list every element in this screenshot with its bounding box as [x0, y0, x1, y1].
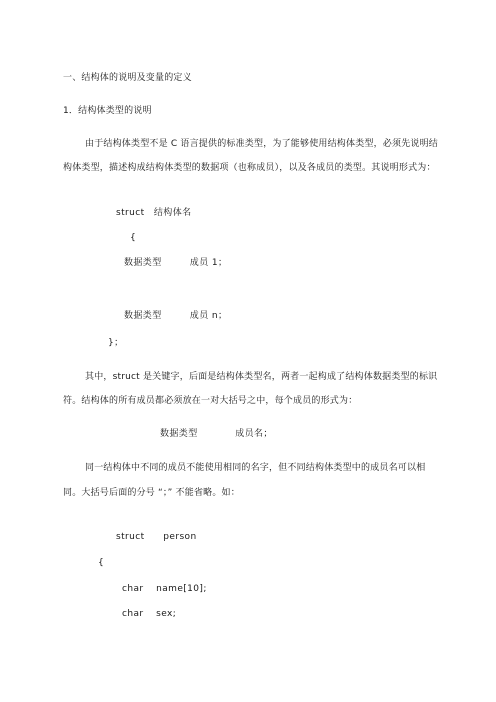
paragraph-2-line-1: 其中，struct 是关键字，后面是结构体类型名，两者一起构成了结构体数据类型的标识	[85, 372, 438, 382]
syntax-line-4: 数据类型 成员 n；	[124, 311, 228, 321]
paragraph-3-line-1: 同一结构体中不同的成员不能使用相同的名字，但不同结构体类型中的成员名可以相	[85, 463, 426, 473]
paragraph-2-line-2: 符。结构体的所有成员都必须放在一对大括号之中，每个成员的形式为：	[63, 396, 358, 406]
example-line-4: char sex;	[122, 609, 177, 619]
syntax-line-3: 数据类型 成员 1；	[124, 258, 228, 268]
syntax-line-2: {	[130, 233, 137, 243]
syntax-line-1: struct 结构体名	[116, 208, 192, 218]
subsection-heading: 1．结构体类型的说明	[63, 106, 152, 116]
example-line-1: struct person	[116, 532, 197, 542]
example-line-3: char name[10];	[122, 584, 207, 594]
paragraph-3-line-2: 同。大括号后面的分号 “；” 不能省略。如：	[63, 488, 240, 498]
section-heading: 一、结构体的说明及变量的定义	[63, 73, 192, 83]
paragraph-1-line-1: 由于结构体类型不是 C 语言提供的标准类型，为了能够使用结构体类型，必须先说明结	[85, 139, 439, 149]
syntax-line-5: }；	[108, 338, 124, 348]
member-form: 数据类型 成员名；	[160, 429, 273, 439]
paragraph-1-line-2: 构体类型，描述构成结构体类型的数据项（也称成员），以及各成员的类型。其说明形式为：	[63, 163, 436, 173]
example-line-2: {	[98, 558, 105, 568]
